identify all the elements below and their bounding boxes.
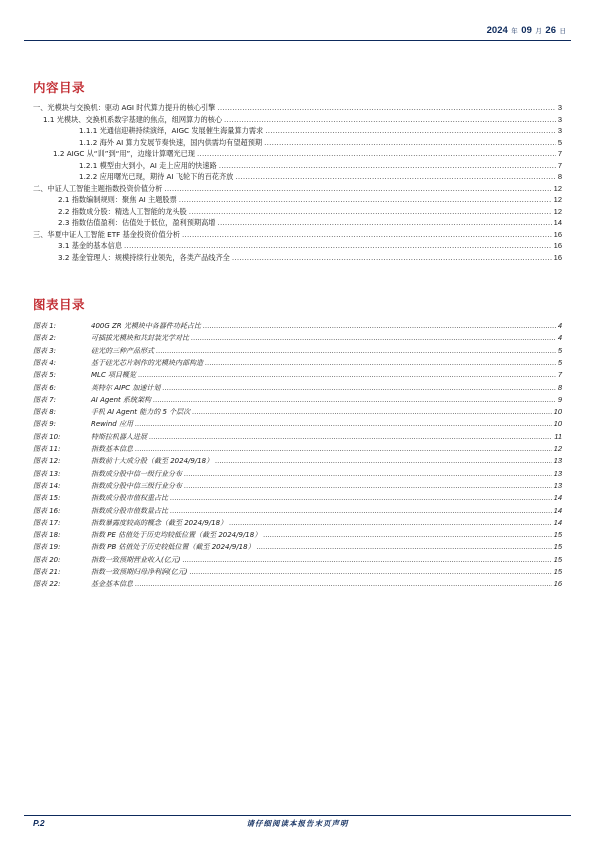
toc-entry-page: 12 [553,183,562,193]
figure-title: 基金基本信息 [91,580,133,589]
figure-entry[interactable] [33,443,562,454]
toc-entry-page: 3 [557,103,562,112]
figure-entry[interactable] [33,541,562,552]
footer-divider [24,815,571,816]
figure-number: 图表 22: [33,580,61,589]
figure-entry[interactable] [33,357,562,368]
toc-entry-label: 3.1 基金的基本信息 [58,241,123,250]
figure-entry[interactable] [33,418,562,429]
toc-entry[interactable] [33,229,562,240]
toc-entry-label: 1.2.1 模型由大到小，AI 走上应用的快速路 [79,160,217,170]
toc-leader [217,217,551,228]
toc-entry-page: 7 [557,149,562,158]
figure-title: 指数成分股市值权重占比 [91,494,168,503]
figure-number: 图表 4: [33,358,57,367]
toc-leader [189,206,552,217]
toc-entry-label: 三、华夏中证人工智能 ETF 基金投资价值分析 [33,229,181,239]
toc-title: 内容目录 [33,80,86,95]
figure-title: 指数成分股中信三级行业分布 [91,481,182,490]
figure-title: Rewind 应用 [91,420,133,429]
figure-title: 指数成分股市值数量占比 [91,506,168,515]
toc-entry-page: 16 [553,241,562,250]
figure-number: 图表 8: [33,408,57,417]
figure-title: 特斯拉机器人进展 [91,432,147,441]
toc-leader [265,125,556,136]
header-divider [24,40,571,41]
toc-entry-page: 3 [557,114,562,124]
figure-leader [170,493,552,504]
figure-entry[interactable] [33,320,562,331]
toc-entry-label: 1.1.1 光通信迎耕持续演绎，AIGC 发展催生海量算力需求 [79,126,264,135]
toc-entry-label: 2.3 指数估值盈利：估值处于低位，盈利预期高增 [58,218,216,227]
figure-page: 10 [553,407,562,417]
toc-leader [182,229,552,240]
figure-entry[interactable] [33,369,562,380]
toc-entry[interactable] [53,148,562,159]
toc-entry-label: 1.2 AIGC 从“训”到“用”，边缘计算曙光已现 [53,149,195,158]
figure-entry[interactable] [33,529,562,540]
figure-title: 指数 PB 估值处于历史较低位置（截至 2024/9/18） [91,543,255,552]
toc-entry[interactable] [58,206,562,217]
figure-page: 16 [553,579,562,589]
figure-number: 图表 5: [33,371,57,380]
figure-number: 图表 1: [33,322,57,330]
figure-entry[interactable] [33,578,562,589]
figure-number: 图表 3: [33,346,57,355]
figure-entry[interactable] [33,431,562,442]
figure-number: 图表 20: [33,555,61,564]
figure-page: 10 [553,419,562,429]
figure-leader [184,481,552,492]
figure-page: 4 [557,333,562,343]
toc-entry[interactable] [58,240,562,251]
figure-number: 图表 16: [33,506,61,515]
figure-leader [182,555,551,566]
toc-entry[interactable] [43,114,562,125]
toc-leader [219,160,556,171]
toc-entry-page: 5 [557,137,562,147]
figure-title: 硅光的三种产品形式 [91,346,154,355]
figure-title: MLC 项目概览 [91,371,137,380]
disclaimer-note: 请仔细阅读本报告末页声明 [246,819,349,828]
toc-entry-label: 2.1 指数编制规则：聚焦 AI 主题股票 [58,195,177,204]
toc-leader [235,171,555,182]
toc-entry-page: 12 [553,206,562,216]
report-date: 2024 年 09 月 26 日 [486,25,566,36]
toc-entry[interactable] [79,171,562,182]
figure-entry[interactable] [33,468,562,479]
toc-entry[interactable] [79,160,562,171]
toc-leader [179,194,552,205]
figure-leader [156,346,556,357]
figure-leader [135,579,552,590]
figure-page: 13 [553,468,562,478]
figure-title: AI Agent 系统架构 [91,395,152,404]
figure-title: 基于硅光芯片制作的光模块内部构造 [91,358,203,367]
toc-leader [232,252,552,263]
figure-page: 8 [557,382,562,392]
figure-number: 图表 13: [33,469,61,478]
toc-entry-page: 8 [557,172,562,181]
figure-number: 图表 11: [33,445,61,453]
figure-leader [170,506,552,517]
figure-title: 英特尔 AIPC 加速计划 [91,383,161,392]
figure-entry[interactable] [33,517,562,528]
figure-leader [205,358,556,369]
figure-page: 13 [553,456,562,466]
toc-leader [217,102,555,113]
toc-leader [197,148,556,159]
figure-page: 15 [553,567,562,576]
figure-page: 4 [557,321,562,330]
figure-leader [229,518,552,529]
figure-leader [149,432,552,443]
toc-entry-label: 3.2 基金管理人：规模持续行业领先，各类产品线齐全 [58,252,230,262]
figure-title: 可插拔光模块和共封装光学对比 [91,334,189,343]
figure-title: 指数暴露度较高的概念（截至 2024/9/18） [91,518,228,527]
figure-title: 指数一致预期归母净利润(亿元) [91,568,188,576]
toc-entry-label: 1.1.2 海外 AI 算力发展节奏快速，国内供需均有望超预期 [79,137,263,147]
figure-leader [215,456,552,467]
toc-entry[interactable] [58,217,562,228]
figure-page: 14 [553,517,562,527]
toc-entry-label: 一、光模块与交换机：驱动 AGI 时代算力提升的核心引擎 [33,103,216,112]
toc-entry-page: 14 [553,218,562,227]
figure-number: 图表 18: [33,531,61,540]
figure-leader [257,542,552,553]
toc-entry-page: 7 [557,160,562,170]
figure-entry[interactable] [33,492,562,503]
figure-entry[interactable] [33,332,562,343]
figure-title: 指数基本信息 [91,445,133,453]
toc-entry[interactable] [79,137,562,148]
toc-entry[interactable] [79,125,562,136]
figure-page: 5 [557,345,562,355]
figure-page: 15 [553,530,562,540]
toc-entry-page: 3 [557,126,562,135]
toc-entry[interactable] [58,194,562,205]
figure-entry[interactable] [33,382,562,393]
figure-leader [184,469,552,480]
figure-leader [135,419,552,430]
figure-leader [162,383,555,394]
figure-number: 图表 15: [33,494,61,503]
toc-entry-page: 16 [553,229,562,239]
toc-entry[interactable] [58,252,562,263]
figure-entry[interactable] [33,505,562,516]
figure-leader [191,333,556,344]
figure-title: 手机 AI Agent 能力的 5 个层次 [91,408,191,417]
figure-entry[interactable] [33,554,562,565]
figure-leader [203,321,556,332]
toc-entry-label: 二、中证人工智能主题指数投资价值分析 [33,183,163,193]
figure-entry[interactable] [33,394,562,405]
figure-leader [135,444,552,455]
figure-leader [263,530,551,541]
figure-number: 图表 21: [33,568,61,576]
figure-leader [192,407,552,418]
figure-entry[interactable] [33,406,562,417]
figure-number: 图表 10: [33,432,61,441]
figure-leader [189,567,551,578]
figure-page: 15 [553,542,562,552]
figure-entry[interactable] [33,455,562,466]
figure-leader [153,395,556,406]
figure-number: 图表 19: [33,543,61,552]
toc-leader [224,114,556,125]
toc-entry[interactable] [33,102,562,113]
figure-title: 指数成分股中信一级行业分布 [91,469,182,478]
toc-entry-page: 16 [553,252,562,262]
toc-entry-page: 12 [553,195,562,204]
figure-entry[interactable] [33,345,562,356]
figure-page: 15 [553,554,562,564]
toc-leader [164,183,551,194]
toc-entry-label: 1.1 光模块、交换机系数字基建的焦点，组网算力的核心 [43,114,223,124]
figure-page: 11 [554,431,562,441]
figure-page: 13 [553,480,562,490]
figure-number: 图表 6: [33,383,57,392]
toc-entry[interactable] [33,183,562,194]
figure-number: 图表 12: [33,457,61,466]
toc-entry-label: 1.2.2 应用曙光已现，期待 AI 飞轮下的百花齐放 [79,172,234,181]
figure-number: 图表 17: [33,518,61,527]
figure-list-title: 图表目录 [33,297,86,312]
toc-entry-label: 2.2 指数成分股：精选人工智能的龙头股 [58,206,187,216]
figure-entry[interactable] [33,480,562,491]
figure-number: 图表 9: [33,420,57,429]
figure-page: 14 [553,505,562,515]
figure-page: 12 [553,444,562,453]
figure-title: 指数一致预期营业收入(亿元) [91,555,181,564]
figure-leader [138,370,556,381]
page-number: P.2 [33,818,45,828]
figure-number: 图表 14: [33,481,61,490]
figure-entry[interactable] [33,566,562,577]
toc-leader [124,240,552,251]
figure-page: 7 [557,370,562,380]
toc-leader [264,137,556,148]
figure-number: 图表 7: [33,395,57,404]
figure-page: 5 [557,357,562,367]
figure-page: 9 [557,394,562,404]
figure-title: 400G ZR 光模块中各器件功耗占比 [91,322,201,330]
figure-page: 14 [553,493,562,503]
figure-title: 指数 PE 估值处于历史均较低位置（截至 2024/9/18） [91,531,262,540]
figure-title: 指数前十大成分股（截至 2024/9/18） [91,457,214,466]
figure-number: 图表 2: [33,334,57,343]
